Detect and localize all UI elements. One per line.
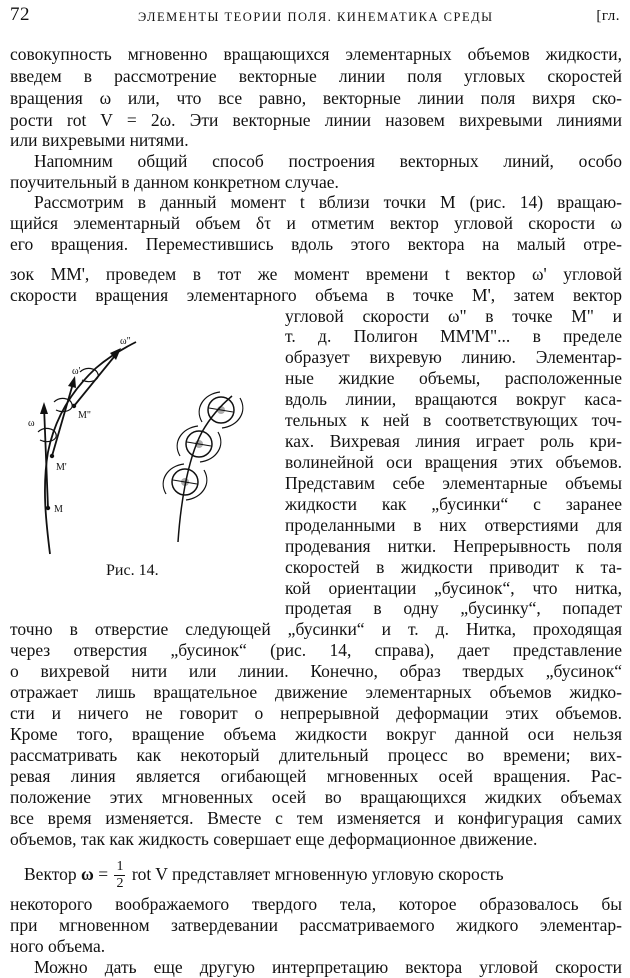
text-line: положение этих мгновенных осей во вращающихся жидких объемах [10, 787, 622, 807]
text-line: скоростей в жидкости приводит к та- [285, 557, 622, 577]
text-line: ках. Вихревая линия играет роль кри- [285, 431, 622, 451]
label-omega-prime: ω' [72, 366, 81, 377]
text-line: зок MM', проведем в тот же момент времени t вектор ω' угловой [10, 264, 622, 284]
text-line: Кроме того, вращение объема жидкости вокруг данной оси нельзя [10, 724, 622, 744]
text-line: введем в рассмотрение векторные линии поля угловых скоростей [10, 66, 622, 86]
text-line: щийся элементарный объем δτ и отметим вектор угловой скорости ω [10, 213, 622, 233]
omega-double-arrowhead [110, 348, 121, 360]
text-line: ревая линия является огибающей мгновенных осей вращения. Рас- [10, 766, 622, 786]
label-omega: ω [28, 418, 35, 429]
formula-prefix: Вектор [24, 864, 77, 884]
text-line: образует вихревую линию. Элементар- [285, 347, 622, 367]
text-line: некоторого воображаемого твердого тела, которое образовалось бы [10, 894, 622, 914]
running-title: ЭЛЕМЕНТЫ ТЕОРИИ ПОЛЯ. КИНЕМАТИКА СРЕДЫ [138, 10, 494, 24]
formula-rot-v: rot V [131, 864, 168, 884]
page-header [10, 4, 622, 30]
fraction-numerator: 1 [116, 859, 124, 875]
formula-line [24, 852, 622, 896]
text-line: через отверстия „бусинок“ (рис. 14, справа), дает представление [10, 640, 622, 660]
text-line: Рассмотрим в данный момент t вблизи точки M (рис. 14) вращаю- [34, 192, 622, 212]
text-line: вращения ω или, что все равно, векторные линии поля вихря ско- [10, 88, 622, 108]
text-line: кой ориентации „бусинок“, что нитка, [285, 578, 622, 598]
point-m-double [72, 404, 76, 408]
text-line: вдоль линии, вращаются вокруг каса- [285, 389, 622, 409]
label-omega-double: ω" [120, 336, 131, 347]
text-line: точно в отверстие следующей „бусинки“ и т. д. Нитка, проходящая [10, 619, 622, 639]
vortex-line [45, 342, 136, 554]
text-line: Можно дать еще другую интерпретацию вектора угловой скорости [34, 957, 622, 977]
text-line: продетая в одну „бусинку“, попадет [285, 598, 622, 618]
omega-prime-arrowhead [68, 376, 76, 388]
text-line: поучительный в данном конкретном случае. [10, 172, 339, 192]
text-line: совокупность мгновенно вращающихся элементарных объемов жидкости, [10, 44, 622, 64]
text-line: или вихревыми нитями. [10, 130, 189, 150]
text-line: рассматривать как некоторый длительный процесс во времени; вих- [10, 745, 622, 765]
text-line: при мгновенном затвердевании рассматриваемого жидкого элементар- [10, 915, 622, 935]
label-m: M [54, 504, 63, 515]
fraction-denominator: 2 [116, 876, 124, 892]
omega-arrowhead [40, 402, 48, 414]
omega-prime-vector [52, 380, 74, 456]
page-number: 72 [10, 4, 30, 25]
text-line: о вихревой нити или линии. Конечно, образ твердых „бусинок“ [10, 661, 622, 681]
text-line: волинейной оси вращения этих объемов. [285, 452, 622, 472]
text-line: его вращения. Переместившись вдоль этого вектора на малый отре- [10, 234, 622, 254]
formula-fraction [114, 859, 125, 892]
text-line: тельных к ней в соответствующих точ- [285, 410, 622, 430]
formula-omega: ω [81, 864, 94, 884]
text-line: рости rot V = 2ω. Эти векторные линии назовем вихревыми линиями [10, 110, 622, 130]
figure-14 [10, 322, 278, 584]
label-m-prime: M' [56, 462, 67, 473]
point-m-prime [50, 454, 54, 458]
chapter-mark: [гл. [596, 8, 620, 24]
text-line: жидкости как „бусинки“ с заранее [285, 494, 622, 514]
text-line: ные жидкие объемы, расположенные [285, 368, 622, 388]
text-line: ного объема. [10, 936, 106, 956]
text-line: сти и ничего не говорит о непрерывной деформации этих объемов. [10, 703, 622, 723]
text-line: проделанными в них отверстиями для [285, 515, 622, 535]
text-line: продевания нитки. Непрерывность поля [285, 536, 622, 556]
text-line: Напомним общий способ построения векторных линий, особо [34, 151, 622, 171]
formula-equals: = [98, 864, 109, 884]
figure-caption: Рис. 14. [106, 562, 159, 579]
text-line: т. д. Полигон MM'M"... в пределе [285, 326, 622, 346]
text-line: скорости вращения элементарного объема в точке M', затем вектор [10, 285, 622, 305]
text-line: объемов, так как жидкость совершает еще деформационное движение. [10, 829, 538, 849]
text-line: все время изменяется. Вместе с тем изменяется и конфигурация самих [10, 808, 622, 828]
text-line: Представим себе элементарные объемы [285, 473, 622, 493]
text-line: отражает лишь вращательное движение элементарных объемов жидко- [10, 682, 622, 702]
formula-suffix: представляет мгновенную угловую скорость [172, 864, 504, 884]
point-m [46, 506, 50, 510]
text-line: угловой скорости ω" в точке M" и [285, 306, 622, 326]
vortex-line-diagram [10, 322, 278, 584]
label-m-double: M" [78, 410, 91, 421]
